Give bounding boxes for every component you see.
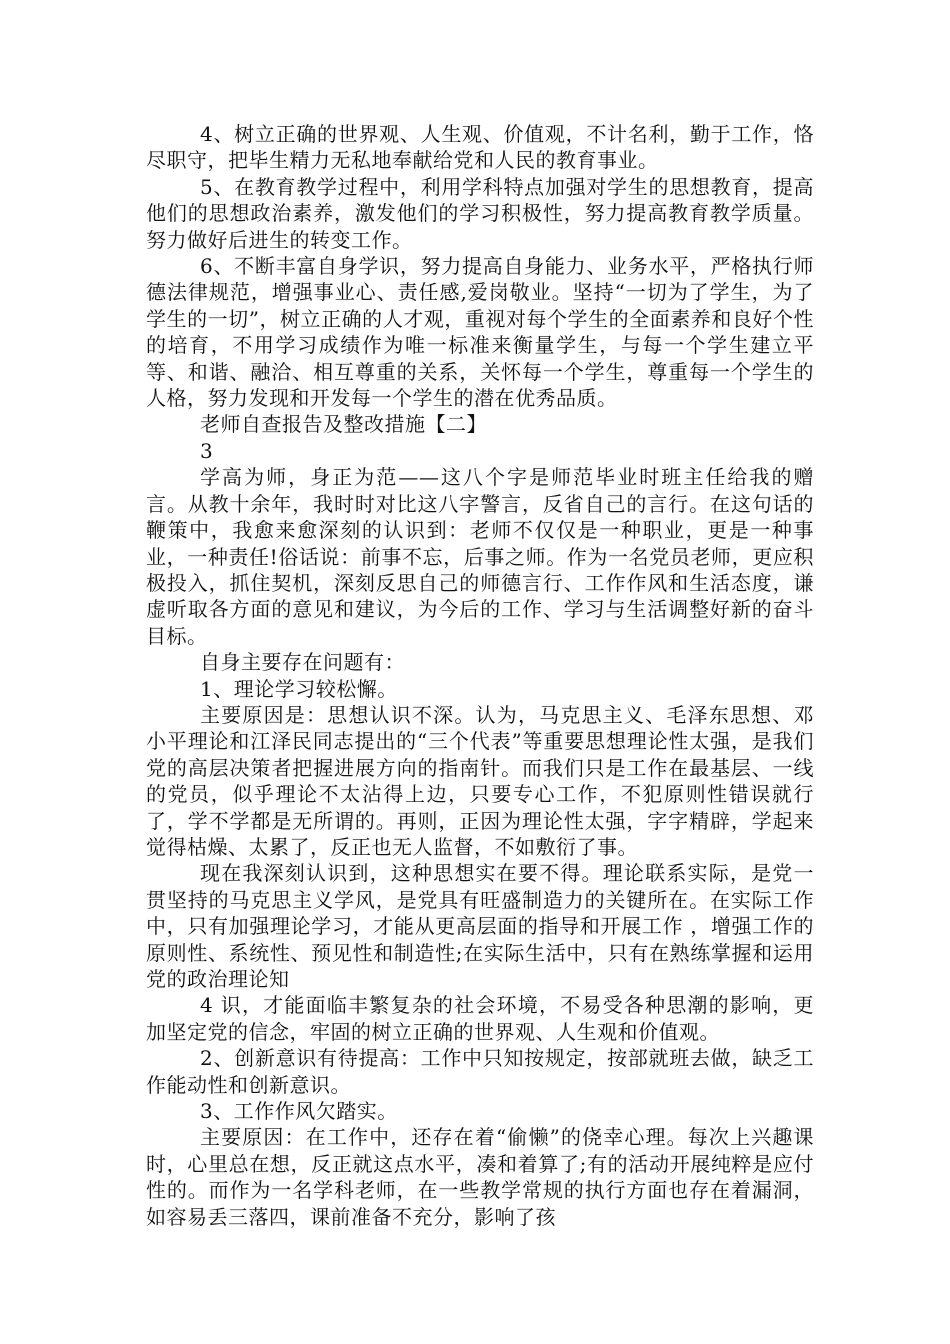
problem-1-reflection: 现在我深刻认识到，这种思想实在要不得。理论联系实际，是党一贯坚持的马克思主义学风，是党具有旺盛制造力的关键所在。在实际工作中，只有加强理论学习，才能从更高层面的指导和开展工作 ，增强工作的原则性、系统性、预见性和制造性;在实际生活中，只有在熟练掌握和运用党的政治理论知 <box>146 861 814 991</box>
page-marker: 3 <box>200 438 214 463</box>
paragraph-item-4: 4、树立正确的世界观、人生观、价值观，不计名利，勤于工作，恪尽职守，把毕生精力无私地奉献给党和人民的教育事业。 <box>146 122 814 173</box>
section-title: 老师自查报告及整改措施【二】 <box>200 412 487 437</box>
document-body <box>146 121 814 1230</box>
intro-paragraph: 学高为师，身正为范——这八个字是师范毕业时班主任给我的赠言。从教十余年，我时时对比这八字警言，反省自己的言行。在这句话的鞭策中，我愈来愈深刻的认识到：老师不仅仅是一种职业，更是一种事业，一种责任!俗话说：前事不忘，后事之师。作为一名党员老师，更应积极投入，抓住契机，深刻反思自己的师德言行、工作作风和生活态度，谦虚听取各方面的意见和建议，为今后的工作、学习与生活调整好新的奋斗目标。 <box>146 465 814 648</box>
problem-1-continuation: 4 识，才能面临丰繁复杂的社会环境，不易受各种思潮的影响，更加坚定党的信念，牢固的树立正确的世界观、人生观和价值观。 <box>146 993 814 1044</box>
problems-heading: 自身主要存在问题有： <box>200 650 405 675</box>
problem-1-reason: 主要原因是：思想认识不深。认为，马克思主义、毛泽东思想、邓小平理论和江泽民同志提出的“三个代表”等重要思想理论性太强，是我们党的高层决策者把握进展方向的指南针。而我们只是工作在最基层、一线的党员，似乎理论不太沾得上边，只要专心工作，不犯原则性错误就行了，学不学都是无所谓的。再则，正因为理论性太强，字字精辟，学起来觉得枯燥、太累了，反正也无人监督，不如敷衍了事。 <box>146 702 814 859</box>
problem-3-title: 3、工作作风欠踏实。 <box>200 1099 398 1124</box>
paragraph-item-5: 5、在教育教学过程中，利用学科特点加强对学生的思想教育，提高他们的思想政治素养，激发他们的学习积极性，努力提高教育教学质量。努力做好后进生的转变工作。 <box>146 174 814 252</box>
problem-3-reason: 主要原因：在工作中，还存在着“偷懒”的侥幸心理。每次上兴趣课时，心里总在想，反正就这点水平，凑和着算了;有的活动开展纯粹是应付性的。而作为一名学科老师，在一些教学常规的执行方面也存在着漏洞，如容易丢三落四，课前准备不充分，影响了孩 <box>146 1125 814 1229</box>
paragraph-item-6: 6、不断丰富自身学识，努力提高自身能力、业务水平，严格执行师德法律规范，增强事业心、责任感,爱岗敬业。坚持“一切为了学生，为了学生的一切”，树立正确的人才观，重视对每个学生的全面素养和良好个性的培育，不用学习成绩作为唯一标准来衡量学生，与每一个学生建立平等、和谐、融洽、相互尊重的关系，关怀每一个学生，尊重每一个学生的人格，努力发现和开发每一个学生的潜在优秀品质。 <box>146 254 814 411</box>
problem-2: 2、创新意识有待提高：工作中只知按规定，按部就班去做，缺乏工作能动性和创新意识。 <box>146 1046 814 1097</box>
problem-1-title: 1、理论学习较松懈。 <box>200 676 398 701</box>
